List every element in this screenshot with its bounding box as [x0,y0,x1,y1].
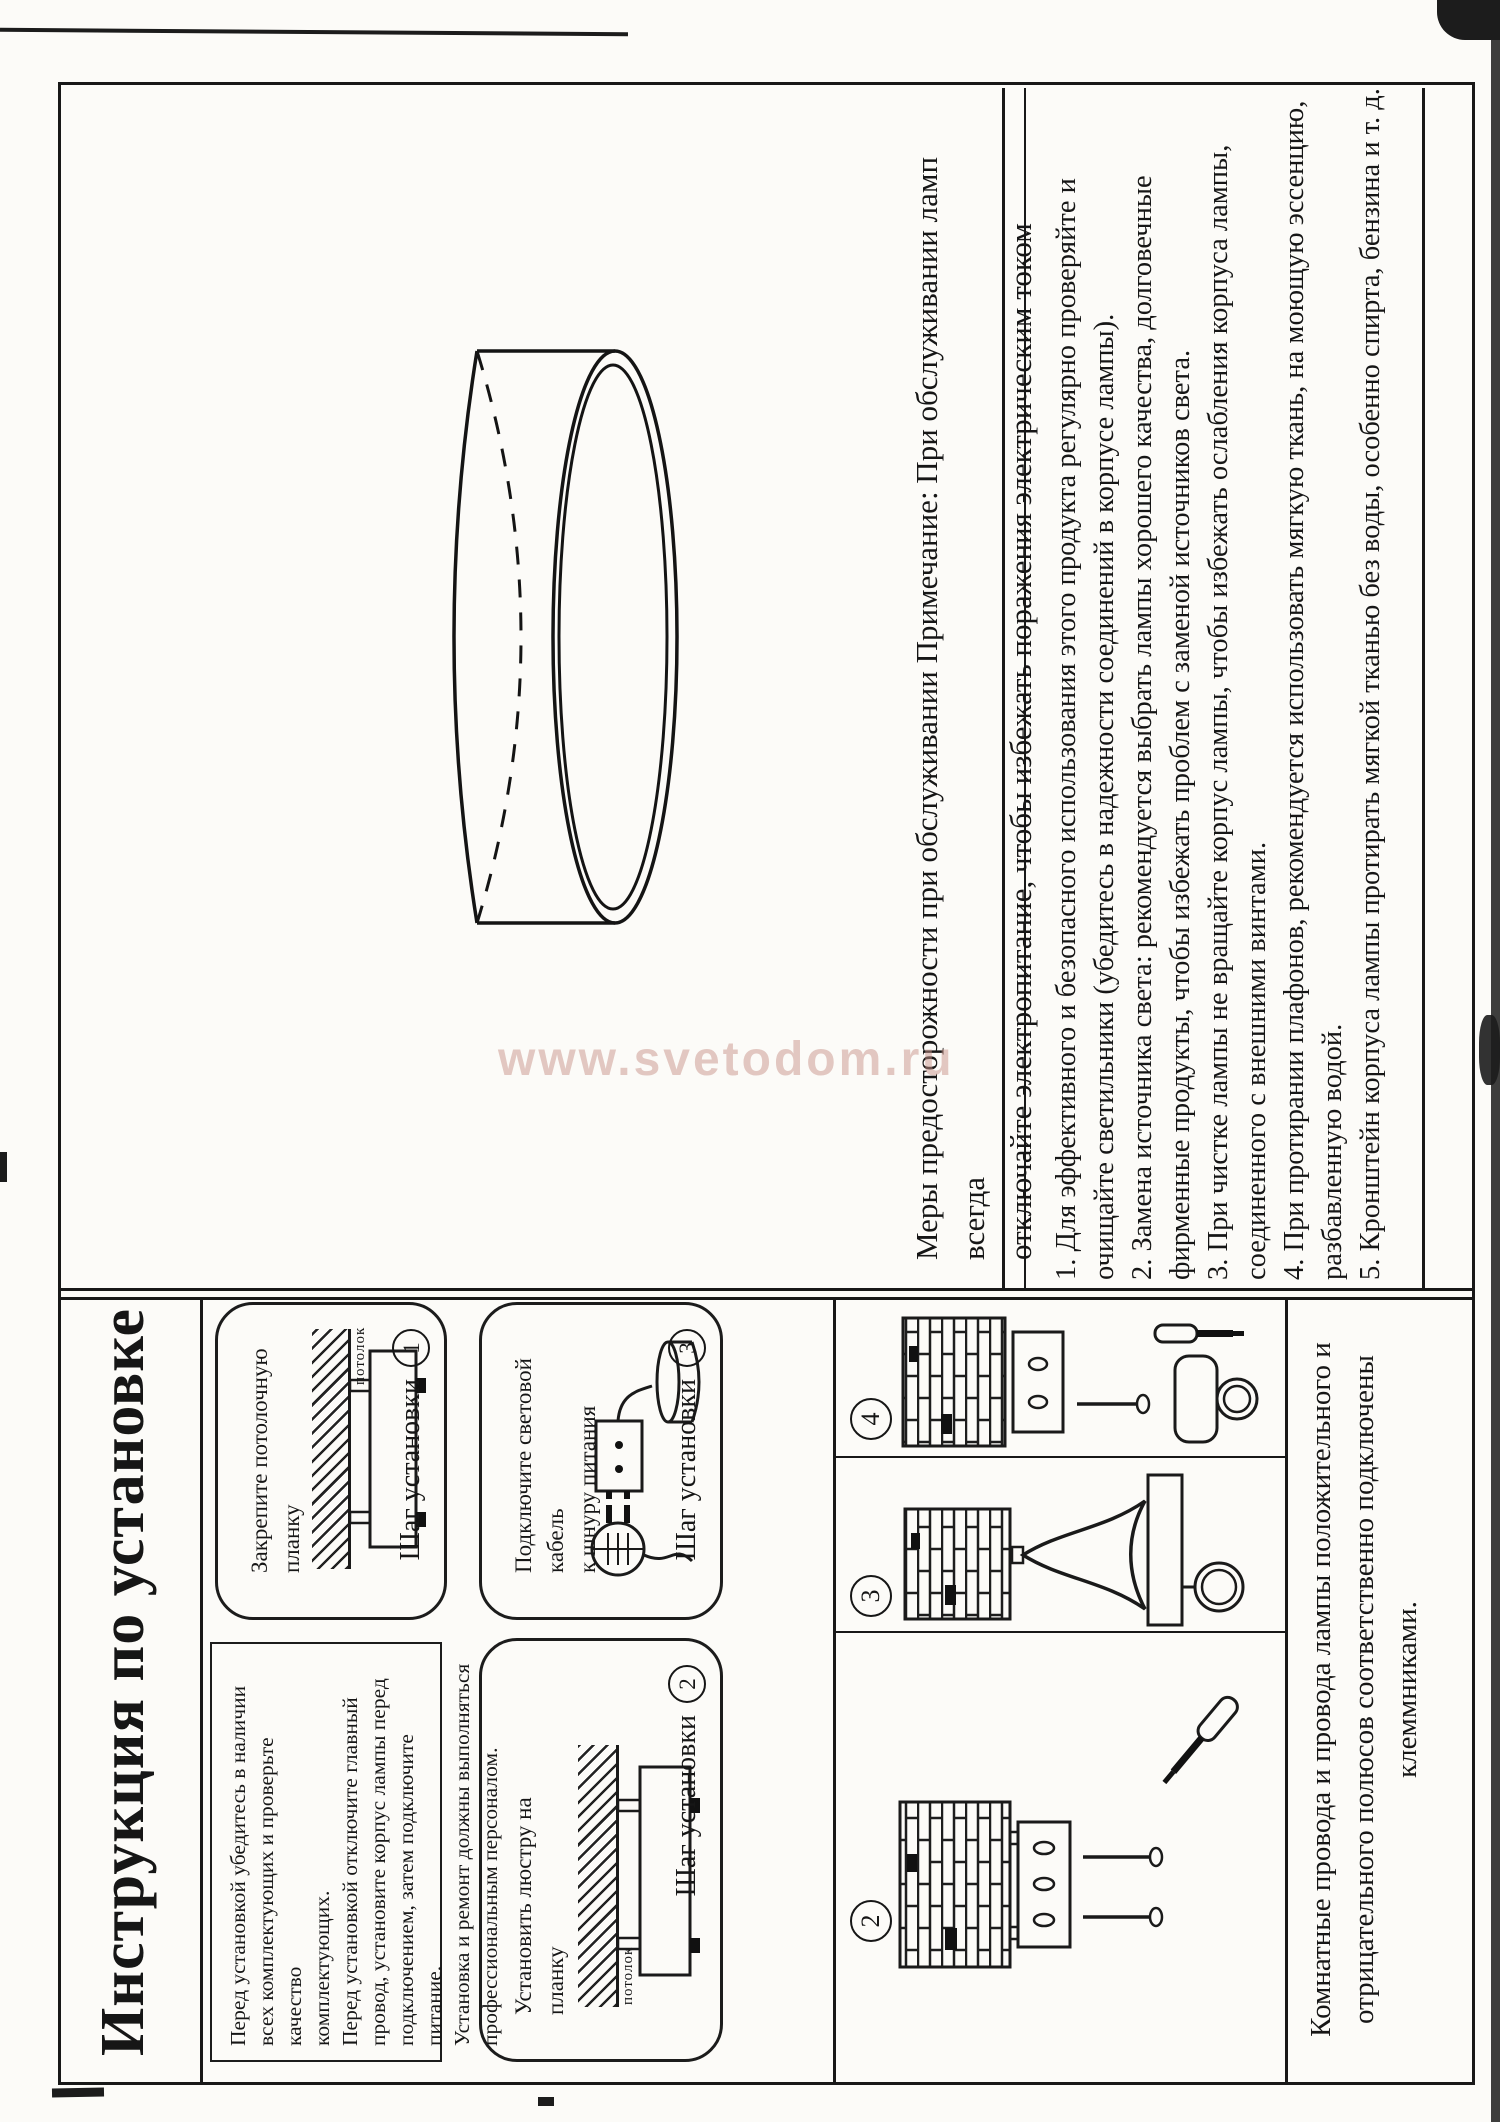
panel2-wall-mount-diagram [845,1642,1275,2072]
wiring-note-line: отрицательного полюсов соответственно подключены [1348,1355,1380,2024]
title-underline-rule [200,1297,203,2082]
precautions-bottom-rule [1422,88,1425,1288]
precautions-list-line: 2. Замена источника света: рекомендуется выбрать лампы хорошего качества, долговечные [1127,175,1158,1280]
step-box-2 [479,1638,723,2062]
scan-artifact-bottom-dash [52,2088,104,2098]
step1-label: Шаг установки [395,1379,426,1561]
scan-artifact-right-blob [1479,1015,1500,1085]
prep-line: провод, установите корпус лампы перед [366,1678,390,2046]
precautions-list-line: 4. При протирании плафонов, рекомендуется использовать мягкую ткань, на моющую эссенцию, [1279,100,1310,1280]
step-number-badge-3: 3 [668,1329,706,1367]
prep-line: профессиональным персоналом. [478,1747,502,2046]
precautions-note-line: Меры предосторожности при обслуживании Примечание: При обслуживании ламп всегда [909,156,991,1260]
diagram-panel-top-rule [833,1297,836,2082]
step1-caption [244,1348,308,1573]
precautions-list-line: 5. Кронштейн корпуса лампы протирать мягкой тканью без воды, особенно спирта, бензина и т. д. [1355,88,1386,1280]
ceiling-hatch-icon [578,1745,619,2007]
step2-label-row [668,1665,706,1896]
step1-caption-line2: планку [279,1504,304,1573]
step-box-1 [215,1302,447,1620]
screwdriver-icon [1157,1694,1241,1789]
diagram-panel-divider-1 [833,1631,1285,1633]
section-divider-line-2 [58,1288,1472,1291]
scan-artifact-bottom-dot [538,2097,554,2106]
site-watermark: www.svetodom.ru [498,1033,955,1086]
screwdriver-icon [1155,1325,1244,1342]
wiring-note [1300,1297,1429,2082]
wiring-note-line: Комнатные провода и провода лампы положительного и [1305,1342,1337,2037]
preparation-note-box [210,1642,502,2062]
panel4-lamp-body-diagram [845,1294,1275,1454]
step3-label: Шаг установки [671,1379,702,1561]
step2-caption [508,1797,572,2015]
step3-caption-line2: к шнуру питания [575,1405,600,1573]
prep-line: Перед установкой убедитесь в наличии [226,1685,250,2046]
precautions-list [1048,85,1390,1280]
ceiling-hatch-icon [312,1329,351,1569]
step2-caption-line1: Установить люстру на [511,1797,536,2015]
step3-caption-line1: Подключите световой кабель [511,1358,568,1573]
precautions-list-line: соединенного с внешними винтами. [1241,841,1272,1280]
step1-caption-line1: Закрепите потолочную [247,1348,272,1573]
step-box-3 [479,1302,723,1620]
step2-caption-line2: планку [543,1946,568,2015]
ceiling-label: потолок [352,1326,368,1385]
precautions-list-line: разбавленную водой. [1317,1023,1348,1280]
prep-line: всех комплектующих и проверьте качество [254,1737,306,2046]
step2-label: Шаг установки [671,1715,702,1897]
scan-artifact-left-tick [0,1152,7,1182]
step1-label-row [392,1329,430,1560]
wiring-note-line: клеммниками. [1391,1601,1423,1778]
step-number-badge-1: 1 [392,1329,430,1367]
prep-line: подключением, затем подключите питание. [394,1734,446,2046]
ceiling-label: потолок [620,1946,636,2005]
prep-line: Перед установкой отключите главный [338,1697,362,2046]
page-title: Инструкция по установке [89,1308,157,2056]
diagram-panel-bottom-rule [1285,1297,1288,2082]
precautions-list-line: очищайте светильники (убедитесь в надежности соединений в корпусе лампы). [1089,313,1120,1280]
step3-label-row [668,1329,706,1560]
prep-line: Установка и ремонт должны выполняться [450,1663,474,2046]
precautions-list-line: 1. Для эффективного и безопасного использования этого продукта регулярно проверяйте и [1051,178,1082,1280]
precautions-list-line: 3. При чистке лампы не вращайте корпус лампы, чтобы избежать ослабления корпуса лампы, [1203,144,1234,1280]
drum-lamp-drawing [415,337,695,937]
precautions-note-line: отключайте электропитание, чтобы избежать поражения электрическим током [1003,223,1038,1260]
step-number-badge-2: 2 [668,1665,706,1703]
panel-number-badge-4: 4 [850,1398,892,1440]
precautions-list-line: фирменные продукты, чтобы избежать проблем с заменой источников света. [1165,349,1196,1280]
prep-line: комплектующих. [310,1890,334,2046]
panel-number-badge-3: 3 [850,1575,892,1617]
panel-number-badge-2: 2 [850,1900,892,1942]
